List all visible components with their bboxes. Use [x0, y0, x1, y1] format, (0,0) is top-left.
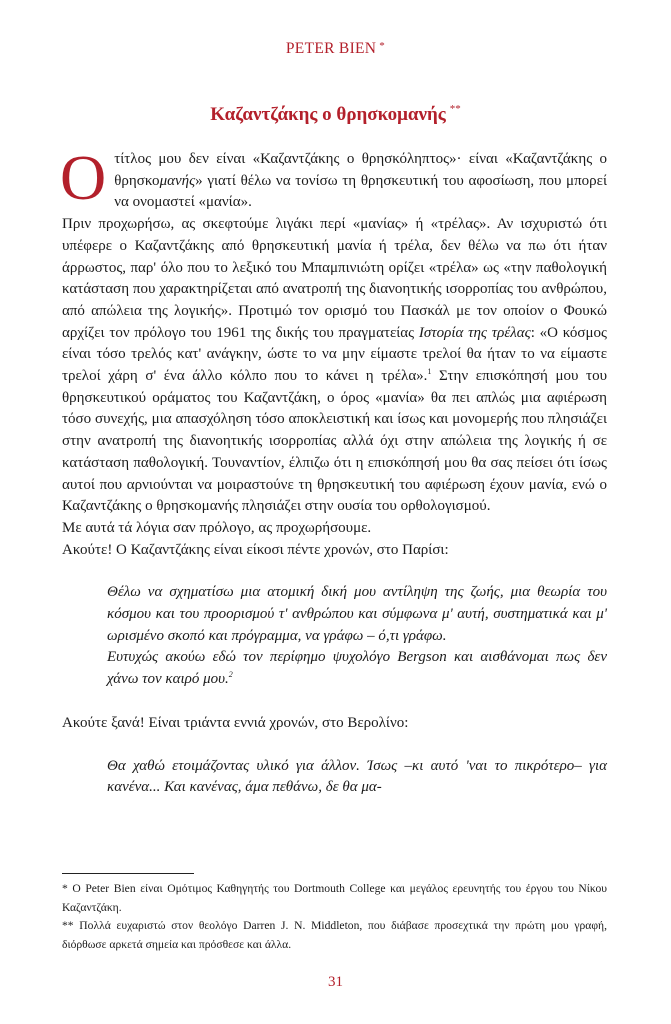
paragraph-4: Ακούτε! Ο Καζαντζάκης είναι είκοσι πέντε χρονών, στο Παρίσι:: [62, 541, 449, 558]
quote-2-paragraph: Θα χαθώ ετοιμάζοντας υλικό για άλλον. Ίσως –κι αυτό 'ναι το πικρότερο– για κανένα... Και κανένας, άμα πεθάνω, δε θα μα-: [107, 757, 607, 796]
quote-1-paragraph-b-text: Ευτυχώς ακούω εδώ τον περίφημο ψυχολόγο Bergson και αισθάνομαι πως δεν χάνω τον καιρό μου.: [107, 649, 607, 688]
footnotes: [62, 880, 607, 954]
page-number: 31: [328, 974, 343, 990]
paragraph-2: [62, 214, 607, 518]
paragraph-1-text: τίτλος μου δεν είναι «Καζαντζάκης ο θρησκόληπτος»· είναι «Καζαντζάκης ο θρησκο: [114, 151, 607, 189]
footnote-ref-2: 2: [228, 670, 233, 680]
running-head-author: PETER BIEN: [285, 40, 377, 57]
footnote-2: ** Πολλά ευχαριστώ στον θεολόγο Darren J. N. Middleton, που διάβασε προσεχτικά την πρώτη μου γραφή, διόρθωσε αρκετά σημεία και πρόσθεσε και άλλα.: [62, 919, 607, 951]
paragraph-2-text-a: Πριν προχωρήσω, ας σκεφτούμε λιγάκι περί «μανίας» ή «τρέλας». Αν ισχυριστώ ότι υπέφερε ο Καζαντζάκης από θρησκευτική μανία ή τρέλα, δεν θέλω να πω ότι ήταν άρρωστος, παρ' όλο που το λεξικό του Μπαμπινιώτη ορίζει «τρέλα» ως «την παθολογική κατάσταση που χαρακτηρίζεται από ανατροπή της διανοητικής ισορροπίας του ανθρώπου, από απώλεια της λογικής». Προτιμώ τον ορισμό του Πασκάλ με τον οποίον ο Φουκώ αρχίζει τον πρόλογο του 1961 της δικής του πραγματείας: [62, 216, 607, 341]
paragraph-1-text-end: » γιατί θέλω να τονίσω τη θρησκευτική του αφοσίωση, που μπορεί να ονομαστεί «μανία».: [114, 172, 607, 211]
quote-1-paragraph-b: [107, 647, 607, 690]
paragraph-3: Με αυτά τά λόγια σαν πρόλογο, ας προχωρήσουμε.: [62, 519, 372, 536]
quote-1-paragraph-a: Θέλω να σχηματίσω μια ατομική δική μου αντίληψη της ζωής, μια θεωρία του κόσμου και του προορισμού τ' ανθρώπου και σύμφωνα μ' αυτή, συστηματικά και μ' ωρισμένο σκοπό και πρόγραμμα, να γράφω – ό,τι γράφω.: [107, 584, 607, 644]
running-head: [0, 40, 671, 58]
article-title: [0, 103, 671, 126]
footnote-rule: [62, 873, 194, 874]
running-head-mark: *: [379, 40, 386, 52]
paragraph-2-text-c: Στην επισκόπησή μου του θρησκευτικού οράματος του Καζαντζάκη, ο όρος «μανία» θα πει απλώς μια αφιέρωση τόσο συνεχής, μια απασχόληση τόσο αποκλειστική και ίσως και μονομερής που πλησιάζει στην ανατροπή της διανοητικής ισορροπίας αλλά όχι στην απώλεια της λογικής ή σε κατάσταση παθολογική. Τουναντίον, έλπιζω ότι η επισκόπησή μου θα σας πείσει ότι ίσως αυτοί που αρνιούνται να μοιραστούνε τη θρησκευτική του αφιέρωση έχουν μανία, ενώ ο Καζαντζάκης ο θρησκομανής πλησιάζει στην ουσία του ορθολογισμού.: [62, 368, 607, 515]
footnote-ref-1: 1: [427, 367, 432, 377]
article-title-text: Καζαντζάκης ο θρησκομανής: [210, 104, 446, 125]
paragraph-1: [60, 142, 607, 214]
book-title-italic: Ιστορία της τρέλας: [418, 324, 531, 341]
article-body: [60, 142, 607, 799]
paragraph-1-emphasis: μανής: [159, 172, 196, 189]
footnote-1: * Ο Peter Bien είναι Ομότιμος Καθηγητής του Dortmouth College και μεγάλος ερευνητής του έργου του Νίκου Καζαντζάκη.: [62, 882, 607, 914]
paragraph-2-text-b: : «Ο κόσμος είναι τόσο τρελός κατ' ανάγκην, ώστε το να μην είμαστε τρελοί θα ήταν το να είμαστε τρελοί χάρη σ' ένα άλλο κόλπο που το κάνει η τρέλα».: [62, 324, 607, 385]
paragraph-5: Ακούτε ξανά! Είναι τριάντα εννιά χρονών, στο Βερολίνο:: [62, 714, 409, 731]
drop-cap: Ο: [60, 142, 107, 213]
article-title-mark: **: [449, 103, 461, 115]
quote-block-1: [107, 582, 607, 691]
quote-block-2: [107, 756, 607, 799]
